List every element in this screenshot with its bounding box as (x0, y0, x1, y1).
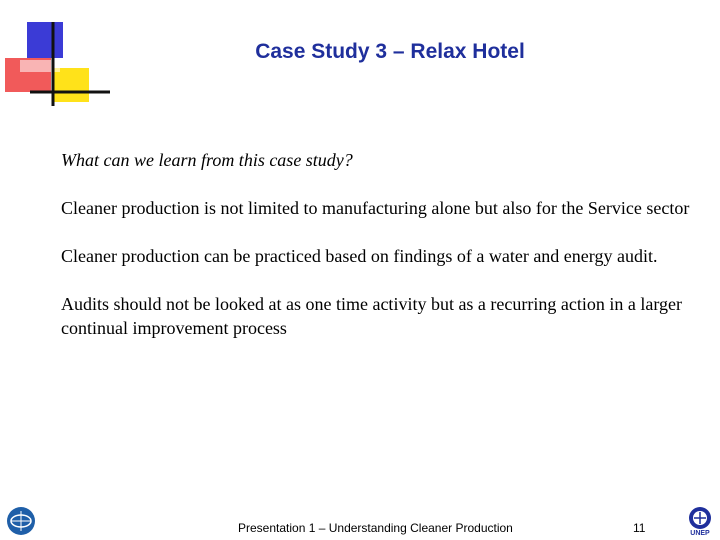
unido-logo-icon (5, 505, 37, 537)
paragraph-question: What can we learn from this case study? (61, 150, 353, 170)
footer-text: Presentation 1 – Understanding Cleaner Production (238, 521, 513, 535)
slide-title: Case Study 3 – Relax Hotel (255, 40, 525, 63)
paragraph-service-sector: Cleaner production is not limited to manufacturing alone but also for the Service sector (61, 198, 690, 218)
decorative-squares-icon (0, 0, 110, 110)
page-number: 11 (633, 521, 646, 535)
slide-content (61, 148, 691, 364)
unep-label: UNEP (690, 530, 710, 537)
paragraph-recurring-audits: Audits should not be looked at as one time activity but as a recurring action in a larger continual improvement process (61, 294, 682, 338)
paragraph-audit-findings: Cleaner production can be practiced based on findings of a water and energy audit. (61, 246, 658, 266)
